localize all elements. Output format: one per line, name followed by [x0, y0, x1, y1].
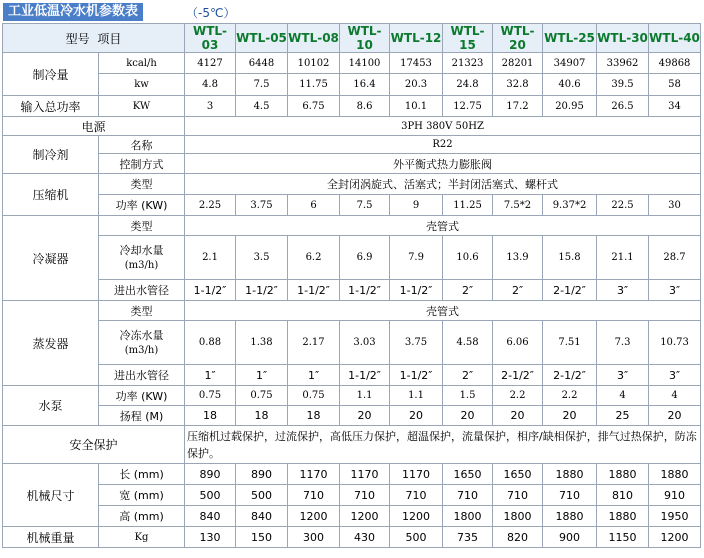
- pump-power-label: 功率 (KW): [99, 386, 185, 406]
- table-cell: 30: [649, 195, 701, 216]
- table-row: [3, 236, 701, 280]
- condenser-flow-label: [99, 236, 185, 280]
- table-cell: 2-1/2″: [543, 280, 597, 301]
- table-cell: 4.58: [443, 321, 493, 365]
- table-cell: 500: [390, 527, 443, 548]
- table-row: [3, 464, 701, 485]
- condenser-type-label: 类型: [99, 216, 185, 236]
- table-cell: 13.9: [493, 236, 543, 280]
- evaporator-type-value: 壳管式: [185, 301, 701, 321]
- table-cell: 7.5: [340, 195, 390, 216]
- table-cell: 1880: [597, 506, 649, 527]
- pump-label: 水泵: [3, 386, 99, 426]
- table-cell: 18: [288, 406, 340, 426]
- table-cell: 300: [288, 527, 340, 548]
- header-row: [3, 24, 701, 53]
- table-cell: 430: [340, 527, 390, 548]
- table-cell: 4: [649, 386, 701, 406]
- table-cell: 840: [185, 506, 236, 527]
- table-row: [3, 386, 701, 406]
- model-header: WTL-12: [390, 24, 443, 53]
- table-cell: 710: [340, 485, 390, 506]
- table-cell: 0.75: [236, 386, 288, 406]
- table-cell: 150: [236, 527, 288, 548]
- table-cell: 14100: [340, 53, 390, 74]
- table-cell: 820: [493, 527, 543, 548]
- power-input-label: 输入总功率: [3, 96, 99, 117]
- table-cell: 8.6: [340, 96, 390, 117]
- table-cell: 890: [185, 464, 236, 485]
- table-cell: 12.75: [443, 96, 493, 117]
- table-cell: 1880: [543, 506, 597, 527]
- table-cell: 16.4: [340, 74, 390, 96]
- condenser-label: 冷凝器: [3, 216, 99, 301]
- table-cell: 6.2: [288, 236, 340, 280]
- table-cell: 32.8: [493, 74, 543, 96]
- table-cell: 1200: [340, 506, 390, 527]
- table-cell: 735: [443, 527, 493, 548]
- table-cell: 20.3: [390, 74, 443, 96]
- table-cell: 1880: [543, 464, 597, 485]
- table-cell: 1-1/2″: [390, 365, 443, 386]
- table-cell: 1-1/2″: [288, 280, 340, 301]
- table-cell: 20: [443, 406, 493, 426]
- table-cell: 20: [493, 406, 543, 426]
- table-cell: 26.5: [597, 96, 649, 117]
- table-row: [3, 136, 701, 154]
- table-cell: 1-1/2″: [340, 365, 390, 386]
- table-cell: 10.73: [649, 321, 701, 365]
- table-cell: 710: [493, 485, 543, 506]
- table-cell: 710: [543, 485, 597, 506]
- refrigerant-name-value: R22: [185, 136, 701, 154]
- table-cell: 810: [597, 485, 649, 506]
- table-row: [3, 527, 701, 548]
- refrigerant-name-label: 名称: [99, 136, 185, 154]
- table-cell: 39.5: [597, 74, 649, 96]
- model-header: WTL-05: [236, 24, 288, 53]
- table-cell: 3.75: [390, 321, 443, 365]
- table-cell: 1950: [649, 506, 701, 527]
- model-header: WTL-30: [597, 24, 649, 53]
- table-cell: 3″: [597, 365, 649, 386]
- table-cell: 10.6: [443, 236, 493, 280]
- table-cell: 28201: [493, 53, 543, 74]
- table-cell: 500: [236, 485, 288, 506]
- table-cell: 1650: [443, 464, 493, 485]
- table-cell: 2″: [493, 280, 543, 301]
- table-cell: 710: [443, 485, 493, 506]
- table-cell: 20.95: [543, 96, 597, 117]
- table-cell: 22.5: [597, 195, 649, 216]
- table-cell: 3″: [597, 280, 649, 301]
- table-cell: 6: [288, 195, 340, 216]
- table-cell: 33962: [597, 53, 649, 74]
- width-label: 宽 (mm): [99, 485, 185, 506]
- table-cell: 1.1: [390, 386, 443, 406]
- table-cell: 1650: [493, 464, 543, 485]
- table-cell: 7.51: [543, 321, 597, 365]
- table-cell: 18: [185, 406, 236, 426]
- table-cell: 11.75: [288, 74, 340, 96]
- table-cell: 840: [236, 506, 288, 527]
- evaporator-label: 蒸发器: [3, 301, 99, 386]
- table-cell: 2″: [443, 280, 493, 301]
- table-cell: 17.2: [493, 96, 543, 117]
- table-cell: 0.88: [185, 321, 236, 365]
- table-cell: 2.2: [493, 386, 543, 406]
- table-row: [3, 485, 701, 506]
- unit-label: kw: [99, 74, 185, 96]
- table-cell: 7.5*2: [493, 195, 543, 216]
- table-cell: 1170: [340, 464, 390, 485]
- safety-value: 压缩机过载保护，过流保护，高低压力保护，超温保护，流量保护，相序/缺相保护，排气过热保护，防冻保护。: [185, 426, 701, 464]
- table-cell: 3″: [649, 365, 701, 386]
- table-cell: 0.75: [185, 386, 236, 406]
- evaporator-type-label: 类型: [99, 301, 185, 321]
- table-row: [3, 406, 701, 426]
- table-cell: 3.5: [236, 236, 288, 280]
- table-cell: 1-1/2″: [185, 280, 236, 301]
- evaporator-flow-label-line1: 冷冻水量: [119, 328, 164, 342]
- table-cell: 2.17: [288, 321, 340, 365]
- model-header: WTL-15: [443, 24, 493, 53]
- safety-label: 安全保护: [3, 426, 185, 464]
- table-cell: 1-1/2″: [390, 280, 443, 301]
- table-cell: 900: [543, 527, 597, 548]
- table-cell: 2-1/2″: [493, 365, 543, 386]
- table-cell: 1800: [493, 506, 543, 527]
- title-bar: [0, 0, 704, 24]
- refrigerant-label: 制冷剂: [3, 136, 99, 174]
- table-cell: 20: [340, 406, 390, 426]
- table-cell: 1.5: [443, 386, 493, 406]
- table-cell: 130: [185, 527, 236, 548]
- table-row: [3, 506, 701, 527]
- table-cell: 2.25: [185, 195, 236, 216]
- table-row: [3, 426, 701, 464]
- model-header: WTL-08: [288, 24, 340, 53]
- table-cell: 9.37*2: [543, 195, 597, 216]
- table-row: [3, 195, 701, 216]
- model-header: WTL-10: [340, 24, 390, 53]
- table-cell: 500: [185, 485, 236, 506]
- table-cell: 890: [236, 464, 288, 485]
- table-row: [3, 74, 701, 96]
- table-cell: 1.38: [236, 321, 288, 365]
- table-cell: 4.8: [185, 74, 236, 96]
- table-row: [3, 280, 701, 301]
- table-cell: 2.2: [543, 386, 597, 406]
- table-cell: 910: [649, 485, 701, 506]
- unit-label: KW: [99, 96, 185, 117]
- condenser-type-value: 壳管式: [185, 216, 701, 236]
- table-cell: 11.25: [443, 195, 493, 216]
- table-cell: 6.75: [288, 96, 340, 117]
- refrigerant-control-value: 外平衡式热力膨胀阀: [185, 154, 701, 174]
- condenser-flow-label-line1: 冷却水量: [119, 243, 164, 257]
- table-cell: 1800: [443, 506, 493, 527]
- table-cell: 2-1/2″: [543, 365, 597, 386]
- table-cell: 1200: [649, 527, 701, 548]
- header-type-item: [3, 24, 185, 53]
- table-cell: 4.5: [236, 96, 288, 117]
- length-label: 长 (mm): [99, 464, 185, 485]
- model-header: WTL-03: [185, 24, 236, 53]
- table-cell: 1880: [649, 464, 701, 485]
- table-cell: 1200: [288, 506, 340, 527]
- table-cell: 1″: [288, 365, 340, 386]
- cooling-label: 制冷量: [3, 53, 99, 96]
- table-cell: 17453: [390, 53, 443, 74]
- table-cell: 1-1/2″: [236, 280, 288, 301]
- evaporator-flow-label-line2: (m3/h): [124, 344, 159, 356]
- table-cell: 40.6: [543, 74, 597, 96]
- table-cell: 28.7: [649, 236, 701, 280]
- table-cell: 6.9: [340, 236, 390, 280]
- table-cell: 3.75: [236, 195, 288, 216]
- evaporator-flow-label: [99, 321, 185, 365]
- table-cell: 1170: [288, 464, 340, 485]
- unit-label: Kg: [99, 527, 185, 548]
- table-cell: 2.1: [185, 236, 236, 280]
- table-cell: 710: [288, 485, 340, 506]
- power-supply-value: 3PH 380V 50HZ: [185, 117, 701, 136]
- table-cell: 1200: [390, 506, 443, 527]
- table-cell: 1170: [390, 464, 443, 485]
- table-cell: 24.8: [443, 74, 493, 96]
- table-cell: 1″: [236, 365, 288, 386]
- table-row: [3, 301, 701, 321]
- table-cell: 18: [236, 406, 288, 426]
- table-cell: 2″: [443, 365, 493, 386]
- model-header: WTL-20: [493, 24, 543, 53]
- refrigerant-control-label: 控制方式: [99, 154, 185, 174]
- table-cell: 34: [649, 96, 701, 117]
- table-cell: 3″: [649, 280, 701, 301]
- table-cell: 1″: [185, 365, 236, 386]
- table-row: [3, 154, 701, 174]
- table-cell: 15.8: [543, 236, 597, 280]
- condenser-flow-label-line2: (m3/h): [124, 259, 159, 271]
- compressor-type-value: 全封闭涡旋式、活塞式；半封闭活塞式、螺杆式: [185, 174, 701, 195]
- evaporator-pipe-label: 进出水管径: [99, 365, 185, 386]
- table-cell: 1880: [597, 464, 649, 485]
- header-type-label: 型号: [65, 31, 90, 46]
- table-cell: 1150: [597, 527, 649, 548]
- compressor-power-label: 功率 (KW): [99, 195, 185, 216]
- table-cell: 25: [597, 406, 649, 426]
- table-cell: 3: [185, 96, 236, 117]
- table-cell: 710: [390, 485, 443, 506]
- pump-head-label: 扬程 (M): [99, 406, 185, 426]
- table-cell: 58: [649, 74, 701, 96]
- table-row: [3, 321, 701, 365]
- table-cell: 6448: [236, 53, 288, 74]
- table-cell: 34907: [543, 53, 597, 74]
- table-cell: 6.06: [493, 321, 543, 365]
- table-title: 工业低温冷水机参数表: [3, 3, 143, 21]
- table-cell: 4127: [185, 53, 236, 74]
- power-supply-label: 电源: [3, 117, 185, 136]
- model-header: WTL-40: [649, 24, 701, 53]
- table-cell: 10.1: [390, 96, 443, 117]
- weight-label: 机械重量: [3, 527, 99, 548]
- compressor-type-label: 类型: [99, 174, 185, 195]
- spec-table: [2, 23, 701, 548]
- table-cell: 4: [597, 386, 649, 406]
- table-row: [3, 53, 701, 74]
- table-cell: 20: [390, 406, 443, 426]
- table-cell: 7.9: [390, 236, 443, 280]
- table-cell: 7.3: [597, 321, 649, 365]
- table-row: [3, 216, 701, 236]
- model-header: WTL-25: [543, 24, 597, 53]
- table-cell: 21.1: [597, 236, 649, 280]
- table-cell: 1-1/2″: [340, 280, 390, 301]
- table-cell: 1.1: [340, 386, 390, 406]
- table-cell: 10102: [288, 53, 340, 74]
- table-cell: 3.03: [340, 321, 390, 365]
- table-cell: 49868: [649, 53, 701, 74]
- table-cell: 0.75: [288, 386, 340, 406]
- table-cell: 7.5: [236, 74, 288, 96]
- compressor-label: 压缩机: [3, 174, 99, 216]
- table-row: [3, 365, 701, 386]
- table-row: [3, 174, 701, 195]
- dimensions-label: 机械尺寸: [3, 464, 99, 527]
- table-row: [3, 96, 701, 117]
- header-item-label: 项目: [97, 31, 122, 46]
- unit-label: kcal/h: [99, 53, 185, 74]
- table-cell: 20: [649, 406, 701, 426]
- table-row: [3, 117, 701, 136]
- table-subtitle: （-5℃）: [186, 6, 236, 20]
- table-cell: 20: [543, 406, 597, 426]
- table-cell: 21323: [443, 53, 493, 74]
- height-label: 高 (mm): [99, 506, 185, 527]
- condenser-pipe-label: 进出水管径: [99, 280, 185, 301]
- table-cell: 9: [390, 195, 443, 216]
